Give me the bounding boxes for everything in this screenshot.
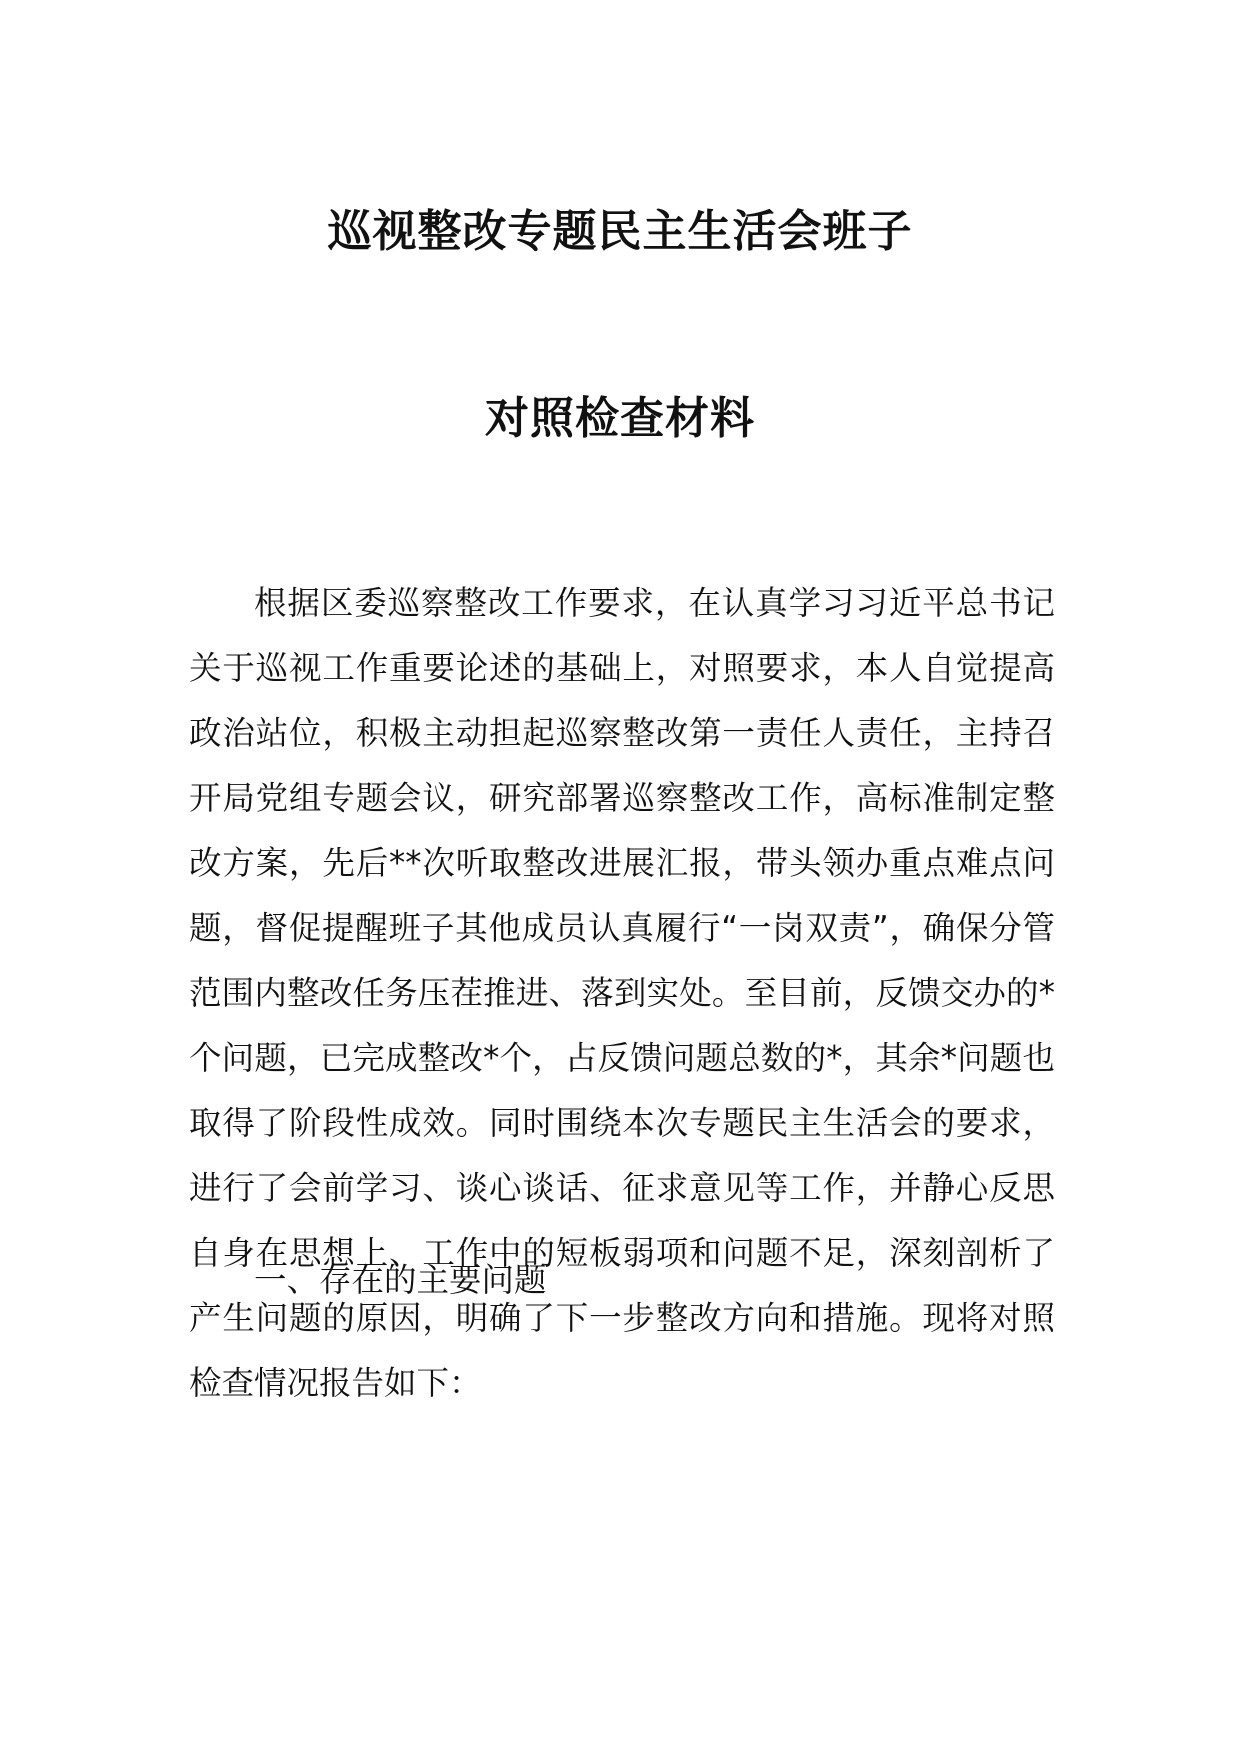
document-title-line-2: 对照检查材料 (485, 393, 755, 444)
document-title-line-1: 巡视整改专题民主生活会班子 (327, 206, 913, 257)
section-heading-main-problems: 一、存在的主要问题 (254, 1261, 547, 1299)
intro-paragraph: 根据区委巡察整改工作要求，在认真学习习近平总书记关于巡视工作重要论述的基础上，对照要求，本人自觉提高政治站位，积极主动担起巡察整改第一责任人责任，主持召开局党组专题会议，研究部署巡察整改工作，高标准制定整改方案，先后**次听取整改进展汇报，带头领办重点难点问题，督促提醒班子其他成员认真履行“一岗双责”，确保分管范围内整改任务压茬推进、落到实处。至目前，反馈交办的*个问题，已完成整改*个，占反馈问题总数的*，其余*问题也取得了阶段性成效。同时围绕本次专题民主生活会的要求，进行了会前学习、谈心谈话、征求意见等工作，并静心反思自身在思想上、工作中的短板弱项和问题不足，深刻剖析了产生问题的原因，明确了下一步整改方向和措施。现将对照检查情况报告如下： (189, 584, 1055, 1402)
